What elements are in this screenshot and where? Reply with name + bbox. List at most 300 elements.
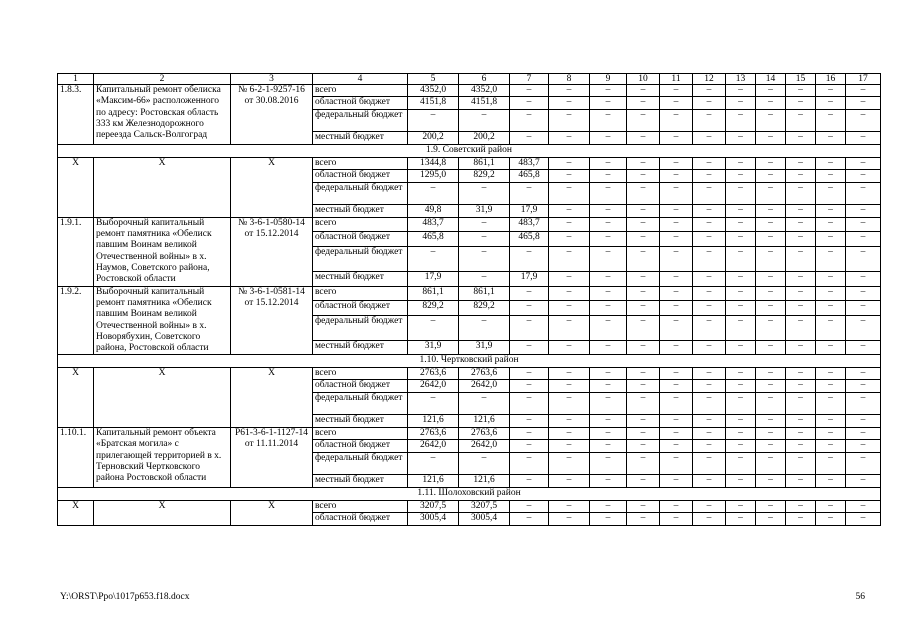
empty-year-cell: –	[786, 246, 816, 271]
amount-cell: –	[459, 246, 510, 271]
amount-cell: 49,8	[408, 204, 459, 217]
amount-cell: –	[510, 475, 549, 488]
amount-cell: 4151,8	[459, 97, 510, 110]
budget-table	[57, 73, 881, 526]
empty-year-cell: –	[660, 415, 693, 428]
empty-year-cell: –	[726, 217, 756, 231]
empty-year-cell: –	[660, 271, 693, 286]
empty-year-cell: –	[726, 157, 756, 169]
empty-year-cell: –	[756, 169, 786, 182]
column-number: 2	[94, 74, 231, 85]
empty-year-cell: –	[549, 415, 590, 428]
empty-year-cell: –	[660, 217, 693, 231]
amount-cell: 1295,0	[408, 169, 459, 182]
empty-year-cell: –	[846, 475, 881, 488]
empty-year-cell: –	[756, 512, 786, 525]
empty-year-cell: –	[726, 97, 756, 110]
empty-year-cell: –	[693, 217, 726, 231]
funding-source: местный бюджет	[313, 475, 408, 488]
column-number: 14	[756, 74, 786, 85]
empty-year-cell: –	[756, 97, 786, 110]
funding-source: всего	[313, 428, 408, 440]
empty-year-cell: –	[549, 286, 590, 300]
empty-year-cell: –	[756, 453, 786, 475]
empty-year-cell: –	[756, 271, 786, 286]
column-number: 5	[408, 74, 459, 85]
funding-source: федеральный бюджет	[313, 182, 408, 204]
amount-cell: –	[510, 393, 549, 415]
empty-year-cell: –	[786, 132, 816, 145]
empty-year-cell: –	[627, 367, 660, 379]
empty-year-cell: –	[786, 367, 816, 379]
column-number: 16	[816, 74, 846, 85]
amount-cell: 2642,0	[459, 380, 510, 393]
funding-source: всего	[313, 500, 408, 512]
empty-year-cell: –	[549, 380, 590, 393]
empty-year-cell: –	[756, 204, 786, 217]
empty-year-cell: –	[816, 475, 846, 488]
empty-year-cell: –	[693, 169, 726, 182]
empty-year-cell: –	[786, 315, 816, 340]
empty-year-cell: –	[726, 169, 756, 182]
amount-cell: 121,6	[408, 415, 459, 428]
empty-year-cell: –	[660, 512, 693, 525]
amount-cell: –	[510, 246, 549, 271]
empty-year-cell: –	[756, 110, 786, 132]
empty-year-cell: –	[660, 367, 693, 379]
empty-year-cell: –	[846, 340, 881, 355]
empty-year-cell: –	[693, 453, 726, 475]
object-name: Х	[94, 367, 231, 427]
empty-year-cell: –	[693, 246, 726, 271]
empty-year-cell: –	[756, 380, 786, 393]
amount-cell: 2763,6	[459, 367, 510, 379]
empty-year-cell: –	[549, 246, 590, 271]
amount-cell: –	[408, 453, 459, 475]
empty-year-cell: –	[549, 204, 590, 217]
amount-cell: 829,2	[459, 300, 510, 315]
funding-source: местный бюджет	[313, 340, 408, 355]
empty-year-cell: –	[786, 204, 816, 217]
amount-cell: 861,1	[459, 157, 510, 169]
empty-year-cell: –	[756, 85, 786, 97]
table-row	[58, 286, 881, 300]
empty-year-cell: –	[627, 132, 660, 145]
document-reference: № 6-2-1-9257-16 от 30.08.2016	[231, 85, 313, 145]
empty-year-cell: –	[726, 231, 756, 246]
column-number-row	[58, 74, 881, 85]
empty-year-cell: –	[590, 393, 627, 415]
table-row	[58, 428, 881, 440]
empty-year-cell: –	[756, 500, 786, 512]
empty-year-cell: –	[590, 380, 627, 393]
amount-cell: –	[510, 85, 549, 97]
empty-year-cell: –	[590, 428, 627, 440]
empty-year-cell: –	[549, 132, 590, 145]
section-heading-row	[58, 488, 881, 500]
empty-year-cell: –	[660, 428, 693, 440]
empty-year-cell: –	[816, 512, 846, 525]
empty-year-cell: –	[693, 85, 726, 97]
empty-year-cell: –	[693, 300, 726, 315]
amount-cell: 121,6	[408, 475, 459, 488]
empty-year-cell: –	[816, 85, 846, 97]
funding-source: областной бюджет	[313, 380, 408, 393]
empty-year-cell: –	[846, 300, 881, 315]
funding-source: местный бюджет	[313, 415, 408, 428]
amount-cell: 3005,4	[408, 512, 459, 525]
empty-year-cell: –	[693, 340, 726, 355]
amount-cell: 2642,0	[408, 440, 459, 453]
empty-year-cell: –	[660, 157, 693, 169]
empty-year-cell: –	[756, 393, 786, 415]
empty-year-cell: –	[549, 315, 590, 340]
empty-year-cell: –	[549, 231, 590, 246]
empty-year-cell: –	[816, 97, 846, 110]
empty-year-cell: –	[786, 428, 816, 440]
funding-source: всего	[313, 157, 408, 169]
empty-year-cell: –	[846, 315, 881, 340]
empty-year-cell: –	[816, 231, 846, 246]
empty-year-cell: –	[693, 500, 726, 512]
column-number: 17	[846, 74, 881, 85]
empty-year-cell: –	[660, 132, 693, 145]
empty-year-cell: –	[660, 231, 693, 246]
amount-cell: 3207,5	[459, 500, 510, 512]
empty-year-cell: –	[816, 110, 846, 132]
document-reference: Х	[231, 500, 313, 525]
section-heading-row	[58, 145, 881, 157]
empty-year-cell: –	[590, 475, 627, 488]
empty-year-cell: –	[627, 85, 660, 97]
empty-year-cell: –	[627, 440, 660, 453]
funding-source: всего	[313, 367, 408, 379]
empty-year-cell: –	[660, 182, 693, 204]
empty-year-cell: –	[693, 132, 726, 145]
empty-year-cell: –	[660, 300, 693, 315]
empty-year-cell: –	[846, 110, 881, 132]
empty-year-cell: –	[693, 110, 726, 132]
document-reference: № 3-6-1-0581-14 от 15.12.2014	[231, 286, 313, 355]
empty-year-cell: –	[627, 315, 660, 340]
empty-year-cell: –	[660, 286, 693, 300]
empty-year-cell: –	[786, 500, 816, 512]
amount-cell: –	[408, 393, 459, 415]
empty-year-cell: –	[726, 367, 756, 379]
table-row	[58, 217, 881, 231]
row-number: Х	[58, 367, 94, 427]
empty-year-cell: –	[786, 453, 816, 475]
empty-year-cell: –	[756, 367, 786, 379]
empty-year-cell: –	[846, 231, 881, 246]
row-number: 1.10.1.	[58, 428, 94, 488]
amount-cell: –	[510, 380, 549, 393]
empty-year-cell: –	[627, 393, 660, 415]
amount-cell: –	[510, 97, 549, 110]
funding-source: всего	[313, 85, 408, 97]
empty-year-cell: –	[726, 315, 756, 340]
amount-cell: 1344,8	[408, 157, 459, 169]
amount-cell: –	[510, 500, 549, 512]
empty-year-cell: –	[693, 97, 726, 110]
amount-cell: 2763,6	[408, 428, 459, 440]
amount-cell: –	[459, 231, 510, 246]
empty-year-cell: –	[726, 271, 756, 286]
empty-year-cell: –	[693, 204, 726, 217]
empty-year-cell: –	[590, 286, 627, 300]
empty-year-cell: –	[726, 85, 756, 97]
empty-year-cell: –	[660, 85, 693, 97]
empty-year-cell: –	[590, 169, 627, 182]
amount-cell: 17,9	[510, 204, 549, 217]
empty-year-cell: –	[590, 315, 627, 340]
empty-year-cell: –	[846, 217, 881, 231]
empty-year-cell: –	[756, 132, 786, 145]
empty-year-cell: –	[549, 169, 590, 182]
empty-year-cell: –	[816, 300, 846, 315]
empty-year-cell: –	[549, 85, 590, 97]
empty-year-cell: –	[590, 512, 627, 525]
empty-year-cell: –	[590, 182, 627, 204]
empty-year-cell: –	[627, 97, 660, 110]
empty-year-cell: –	[627, 512, 660, 525]
funding-source: федеральный бюджет	[313, 110, 408, 132]
funding-source: федеральный бюджет	[313, 315, 408, 340]
empty-year-cell: –	[726, 440, 756, 453]
amount-cell: 483,7	[408, 217, 459, 231]
column-number: 6	[459, 74, 510, 85]
amount-cell: 17,9	[510, 271, 549, 286]
amount-cell: 3005,4	[459, 512, 510, 525]
empty-year-cell: –	[590, 85, 627, 97]
section-heading: 1.9. Советский район	[58, 145, 881, 157]
empty-year-cell: –	[549, 512, 590, 525]
object-name: Выборочный капитальный ремонт памятника «Обелиск павшим Воинам великой Отечественной войны» в х. Новорябухин, Советского района, Ростовской области	[94, 286, 231, 355]
table-row	[58, 500, 881, 512]
column-number: 12	[693, 74, 726, 85]
empty-year-cell: –	[693, 393, 726, 415]
empty-year-cell: –	[627, 475, 660, 488]
amount-cell: 2642,0	[459, 440, 510, 453]
empty-year-cell: –	[549, 271, 590, 286]
empty-year-cell: –	[590, 231, 627, 246]
empty-year-cell: –	[693, 512, 726, 525]
empty-year-cell: –	[786, 231, 816, 246]
object-name: Выборочный капитальный ремонт памятника «Обелиск павшим Воинам великой Отечественной войны» в х. Наумов, Советского района, Ростовской области	[94, 217, 231, 286]
funding-source: федеральный бюджет	[313, 393, 408, 415]
empty-year-cell: –	[756, 217, 786, 231]
empty-year-cell: –	[786, 286, 816, 300]
empty-year-cell: –	[590, 110, 627, 132]
empty-year-cell: –	[627, 453, 660, 475]
empty-year-cell: –	[816, 157, 846, 169]
amount-cell: 200,2	[459, 132, 510, 145]
empty-year-cell: –	[660, 475, 693, 488]
empty-year-cell: –	[660, 453, 693, 475]
amount-cell: –	[459, 315, 510, 340]
empty-year-cell: –	[549, 182, 590, 204]
column-number: 1	[58, 74, 94, 85]
empty-year-cell: –	[627, 110, 660, 132]
empty-year-cell: –	[786, 217, 816, 231]
empty-year-cell: –	[549, 500, 590, 512]
empty-year-cell: –	[786, 440, 816, 453]
empty-year-cell: –	[846, 440, 881, 453]
empty-year-cell: –	[627, 182, 660, 204]
empty-year-cell: –	[846, 453, 881, 475]
empty-year-cell: –	[627, 300, 660, 315]
amount-cell: 2763,6	[408, 367, 459, 379]
funding-source: областной бюджет	[313, 440, 408, 453]
amount-cell: 31,9	[408, 340, 459, 355]
empty-year-cell: –	[786, 512, 816, 525]
amount-cell: 483,7	[510, 217, 549, 231]
document-reference: Р61-3-6-1-1127-14 от 11.11.2014	[231, 428, 313, 488]
amount-cell: –	[510, 415, 549, 428]
amount-cell: –	[510, 315, 549, 340]
empty-year-cell: –	[627, 286, 660, 300]
empty-year-cell: –	[816, 286, 846, 300]
empty-year-cell: –	[693, 271, 726, 286]
empty-year-cell: –	[549, 97, 590, 110]
empty-year-cell: –	[693, 286, 726, 300]
empty-year-cell: –	[786, 393, 816, 415]
empty-year-cell: –	[627, 217, 660, 231]
empty-year-cell: –	[786, 271, 816, 286]
row-number: 1.9.2.	[58, 286, 94, 355]
funding-source: федеральный бюджет	[313, 453, 408, 475]
empty-year-cell: –	[660, 97, 693, 110]
empty-year-cell: –	[786, 169, 816, 182]
empty-year-cell: –	[786, 110, 816, 132]
empty-year-cell: –	[627, 415, 660, 428]
empty-year-cell: –	[590, 246, 627, 271]
empty-year-cell: –	[693, 182, 726, 204]
column-number: 11	[660, 74, 693, 85]
empty-year-cell: –	[846, 286, 881, 300]
empty-year-cell: –	[816, 428, 846, 440]
section-heading: 1.10. Чертковский район	[58, 355, 881, 367]
amount-cell: –	[510, 110, 549, 132]
funding-source: областной бюджет	[313, 231, 408, 246]
amount-cell: 829,2	[408, 300, 459, 315]
column-number: 15	[786, 74, 816, 85]
empty-year-cell: –	[816, 246, 846, 271]
empty-year-cell: –	[549, 428, 590, 440]
amount-cell: –	[510, 300, 549, 315]
empty-year-cell: –	[846, 246, 881, 271]
empty-year-cell: –	[726, 182, 756, 204]
empty-year-cell: –	[660, 380, 693, 393]
empty-year-cell: –	[726, 415, 756, 428]
empty-year-cell: –	[549, 440, 590, 453]
empty-year-cell: –	[846, 271, 881, 286]
empty-year-cell: –	[816, 415, 846, 428]
empty-year-cell: –	[846, 132, 881, 145]
row-number: 1.9.1.	[58, 217, 94, 286]
empty-year-cell: –	[756, 300, 786, 315]
empty-year-cell: –	[590, 340, 627, 355]
funding-source: всего	[313, 217, 408, 231]
empty-year-cell: –	[816, 132, 846, 145]
amount-cell: 31,9	[459, 340, 510, 355]
column-number: 9	[590, 74, 627, 85]
empty-year-cell: –	[846, 182, 881, 204]
column-number: 8	[549, 74, 590, 85]
empty-year-cell: –	[726, 393, 756, 415]
funding-source: федеральный бюджет	[313, 246, 408, 271]
funding-source: областной бюджет	[313, 97, 408, 110]
empty-year-cell: –	[786, 340, 816, 355]
amount-cell: –	[459, 110, 510, 132]
empty-year-cell: –	[590, 97, 627, 110]
amount-cell: 4151,8	[408, 97, 459, 110]
empty-year-cell: –	[846, 428, 881, 440]
object-name: Капитальный ремонт объекта «Братская могила» с прилегающей территорией в х. Терновский Чертковского района Ростовской области	[94, 428, 231, 488]
column-number: 13	[726, 74, 756, 85]
empty-year-cell: –	[816, 315, 846, 340]
empty-year-cell: –	[590, 415, 627, 428]
empty-year-cell: –	[627, 340, 660, 355]
empty-year-cell: –	[756, 440, 786, 453]
empty-year-cell: –	[816, 340, 846, 355]
empty-year-cell: –	[590, 440, 627, 453]
empty-year-cell: –	[786, 415, 816, 428]
empty-year-cell: –	[816, 380, 846, 393]
empty-year-cell: –	[786, 97, 816, 110]
amount-cell: –	[408, 246, 459, 271]
amount-cell: –	[408, 182, 459, 204]
column-number: 7	[510, 74, 549, 85]
file-path: Y:\ORST\Ppo\1017p653.f18.docx	[60, 592, 190, 602]
empty-year-cell: –	[816, 367, 846, 379]
object-name: Капитальный ремонт обелиска «Максим-66» расположенного по адресу: Ростовская область 333 км Железнодорожного переезда Сальск-Волгоград	[94, 85, 231, 145]
funding-source: областной бюджет	[313, 169, 408, 182]
object-name: Х	[94, 157, 231, 217]
empty-year-cell: –	[846, 500, 881, 512]
empty-year-cell: –	[756, 157, 786, 169]
empty-year-cell: –	[627, 157, 660, 169]
empty-year-cell: –	[756, 182, 786, 204]
empty-year-cell: –	[846, 157, 881, 169]
amount-cell: –	[459, 271, 510, 286]
empty-year-cell: –	[756, 286, 786, 300]
empty-year-cell: –	[660, 440, 693, 453]
empty-year-cell: –	[816, 500, 846, 512]
empty-year-cell: –	[660, 340, 693, 355]
empty-year-cell: –	[756, 475, 786, 488]
empty-year-cell: –	[627, 246, 660, 271]
empty-year-cell: –	[693, 231, 726, 246]
empty-year-cell: –	[726, 453, 756, 475]
document-reference: Х	[231, 367, 313, 427]
empty-year-cell: –	[726, 300, 756, 315]
empty-year-cell: –	[590, 132, 627, 145]
empty-year-cell: –	[786, 300, 816, 315]
empty-year-cell: –	[816, 217, 846, 231]
empty-year-cell: –	[816, 182, 846, 204]
empty-year-cell: –	[726, 340, 756, 355]
amount-cell: 4352,0	[408, 85, 459, 97]
empty-year-cell: –	[627, 380, 660, 393]
empty-year-cell: –	[816, 271, 846, 286]
amount-cell: 121,6	[459, 475, 510, 488]
empty-year-cell: –	[846, 97, 881, 110]
empty-year-cell: –	[627, 204, 660, 217]
amount-cell: 200,2	[408, 132, 459, 145]
amount-cell: –	[510, 286, 549, 300]
empty-year-cell: –	[660, 393, 693, 415]
